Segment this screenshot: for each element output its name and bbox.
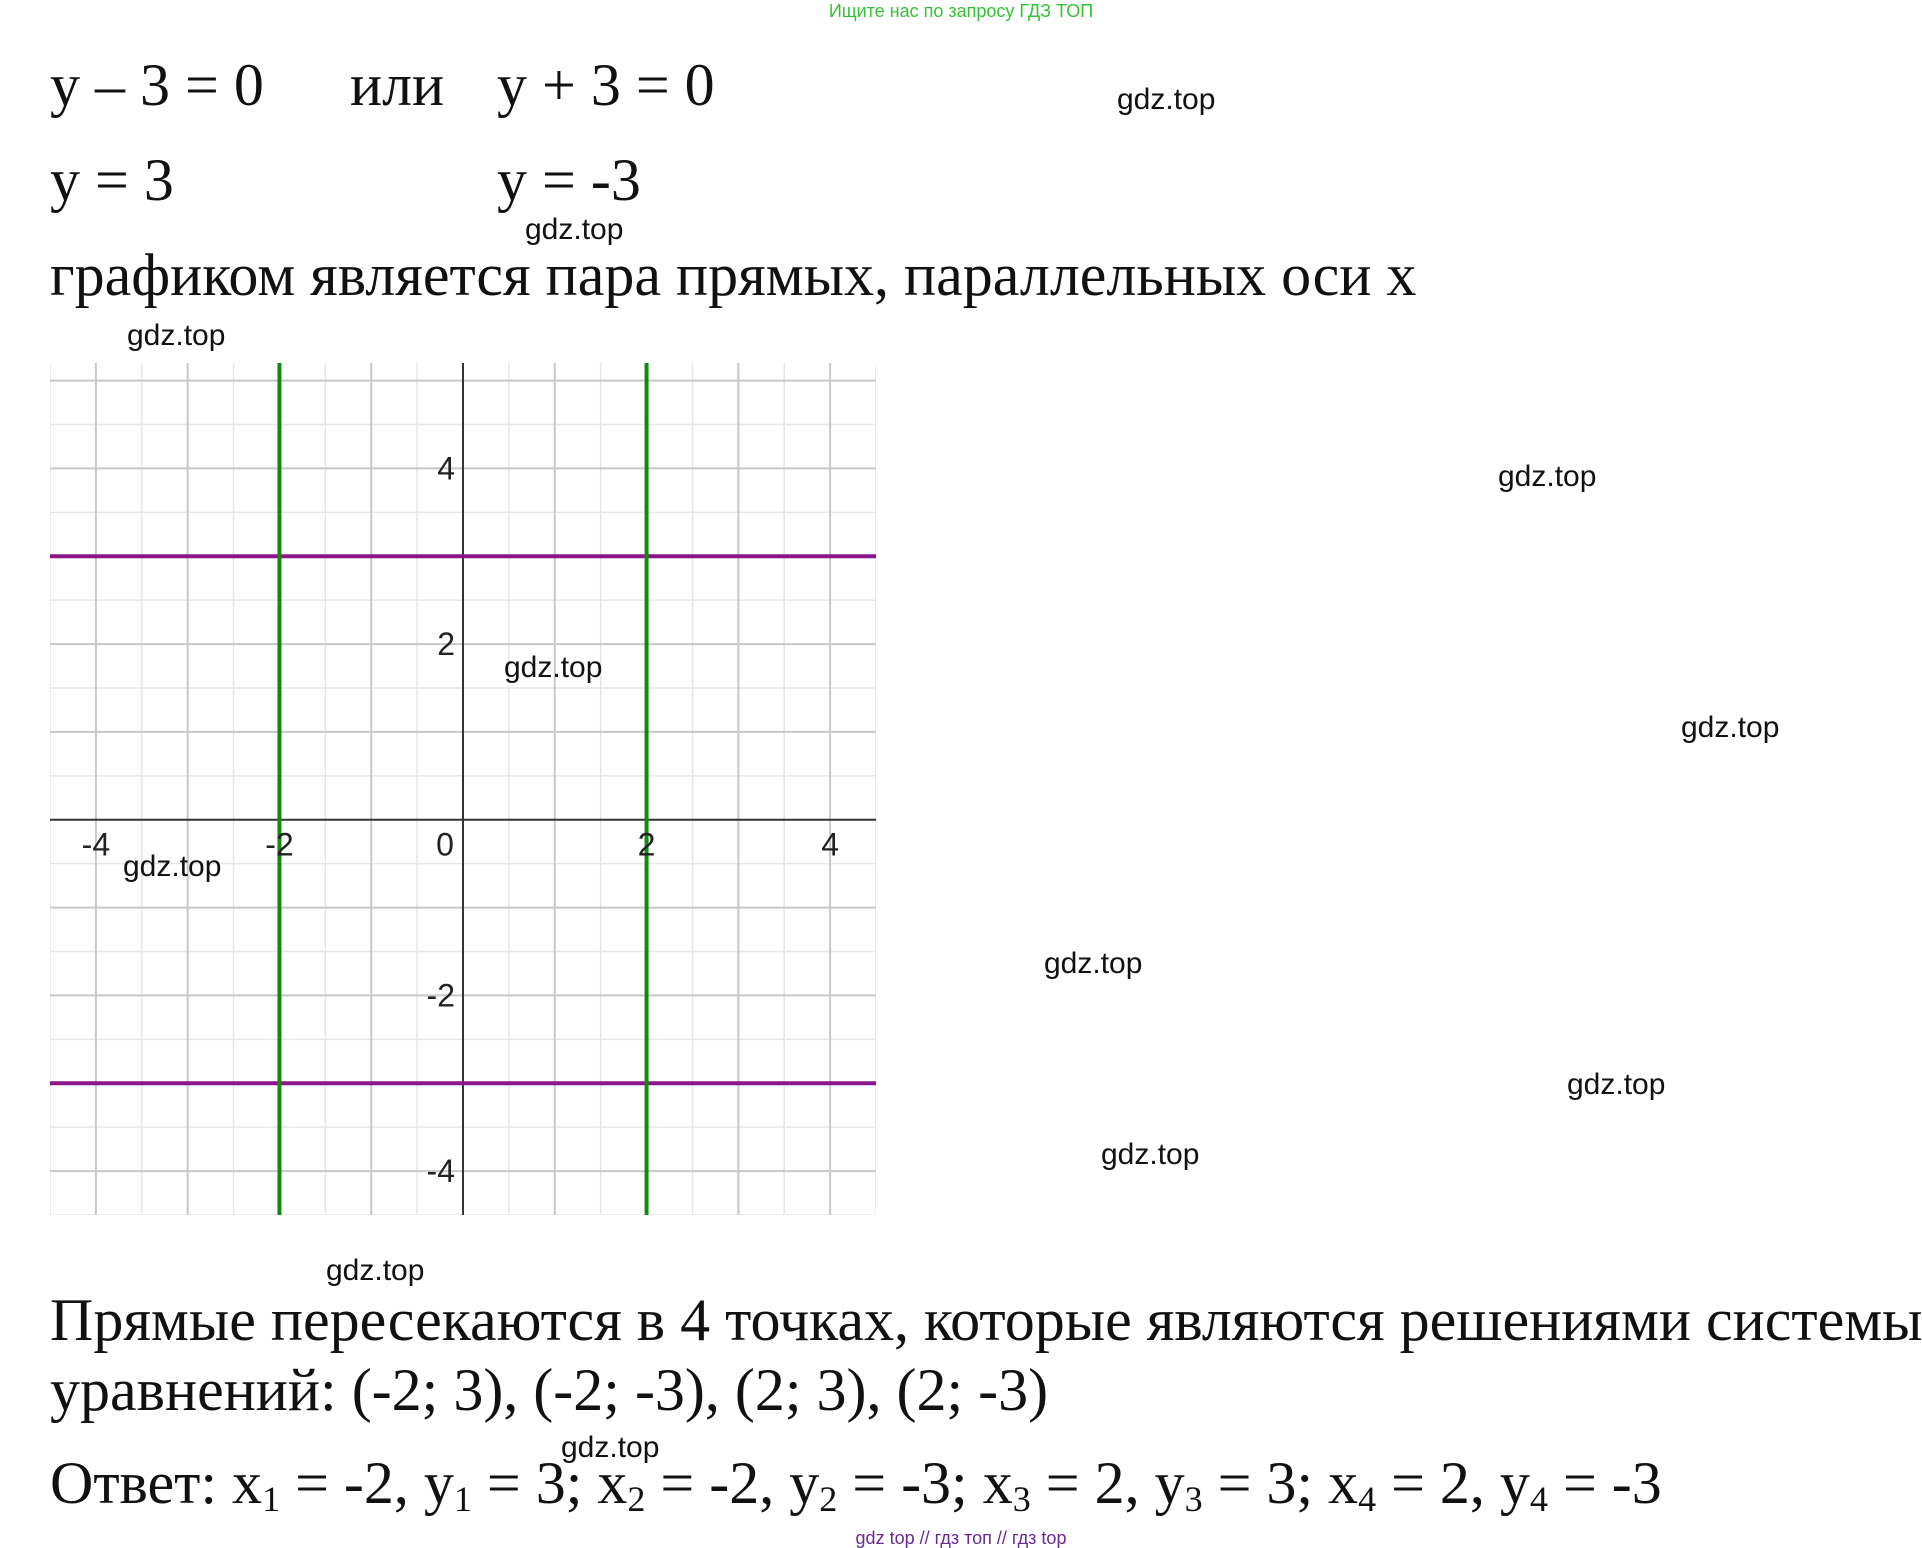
answer-line bbox=[50, 1448, 1662, 1518]
answer-text: = 2, у bbox=[1376, 1450, 1530, 1516]
equation-left-2: у = 3 bbox=[50, 147, 174, 213]
answer-sub: 2 bbox=[819, 1479, 838, 1519]
watermark: gdz.top bbox=[1117, 83, 1216, 116]
y-tick-label: -2 bbox=[426, 977, 455, 1014]
axes bbox=[50, 363, 876, 1215]
or-word: или bbox=[350, 52, 445, 118]
x-tick-label: 0 bbox=[436, 826, 454, 863]
answer-prefix: Ответ: х bbox=[50, 1450, 263, 1516]
x-tick-label: 2 bbox=[637, 826, 656, 863]
y-tick-label: 2 bbox=[437, 626, 455, 663]
x-tick-label: -2 bbox=[265, 826, 294, 863]
answer-text: = 3; х bbox=[471, 1450, 628, 1516]
watermark: gdz.top bbox=[1681, 711, 1780, 744]
answer-text: = -3 bbox=[1547, 1450, 1662, 1516]
y-tick-label: 4 bbox=[437, 450, 455, 487]
watermark: gdz.top bbox=[123, 850, 222, 883]
answer-text: = 2, у bbox=[1030, 1450, 1185, 1516]
answer-text: = -2, у bbox=[645, 1450, 820, 1516]
answer-sub: 1 bbox=[262, 1479, 281, 1519]
equation-right-1: у + 3 = 0 bbox=[497, 52, 715, 118]
equation-right-2: у = -3 bbox=[497, 147, 641, 213]
x-tick-label: -4 bbox=[81, 826, 111, 863]
answer-sub: 4 bbox=[1358, 1479, 1377, 1519]
watermark: gdz.top bbox=[1498, 460, 1597, 493]
watermark: gdz.top bbox=[127, 319, 226, 352]
search-hint-link[interactable]: Ищите нас по запросу ГДЗ ТОП bbox=[828, 1, 1094, 21]
coordinate-graph bbox=[50, 363, 876, 1215]
answer-sub: 4 bbox=[1529, 1479, 1548, 1519]
watermark: gdz.top bbox=[326, 1254, 425, 1287]
answer-sub: 3 bbox=[1012, 1479, 1031, 1519]
watermark: gdz.top bbox=[504, 651, 603, 684]
answer-sub: 1 bbox=[453, 1479, 472, 1519]
conclusion-line-1: Прямые пересекаются в 4 точках, которые являются решениями системы bbox=[50, 1287, 1922, 1353]
watermark: gdz.top bbox=[1567, 1068, 1666, 1101]
watermark: gdz.top bbox=[1101, 1138, 1200, 1171]
y-tick-label: -4 bbox=[426, 1153, 455, 1190]
answer-sub: 3 bbox=[1184, 1479, 1203, 1519]
conclusion-line-2: уравнений: (-2; 3), (-2; -3), (2; 3), (2; -3) bbox=[50, 1357, 1049, 1423]
answer-text: = -2, у bbox=[280, 1450, 454, 1516]
x-tick-label: 4 bbox=[821, 826, 840, 863]
answer-sub: 2 bbox=[627, 1479, 646, 1519]
answer-text: = 3; х bbox=[1202, 1450, 1359, 1516]
watermark: gdz.top bbox=[525, 213, 624, 246]
equation-left-1: у – 3 = 0 bbox=[50, 52, 264, 118]
footer-links[interactable]: gdz top // гдз топ // гдз top bbox=[855, 1528, 1067, 1548]
answer-text: = -3; х bbox=[837, 1450, 1013, 1516]
watermark: gdz.top bbox=[1044, 947, 1143, 980]
graph-statement: графиком является пара прямых, параллельных оси х bbox=[50, 242, 1417, 308]
watermark: gdz.top bbox=[561, 1431, 660, 1464]
